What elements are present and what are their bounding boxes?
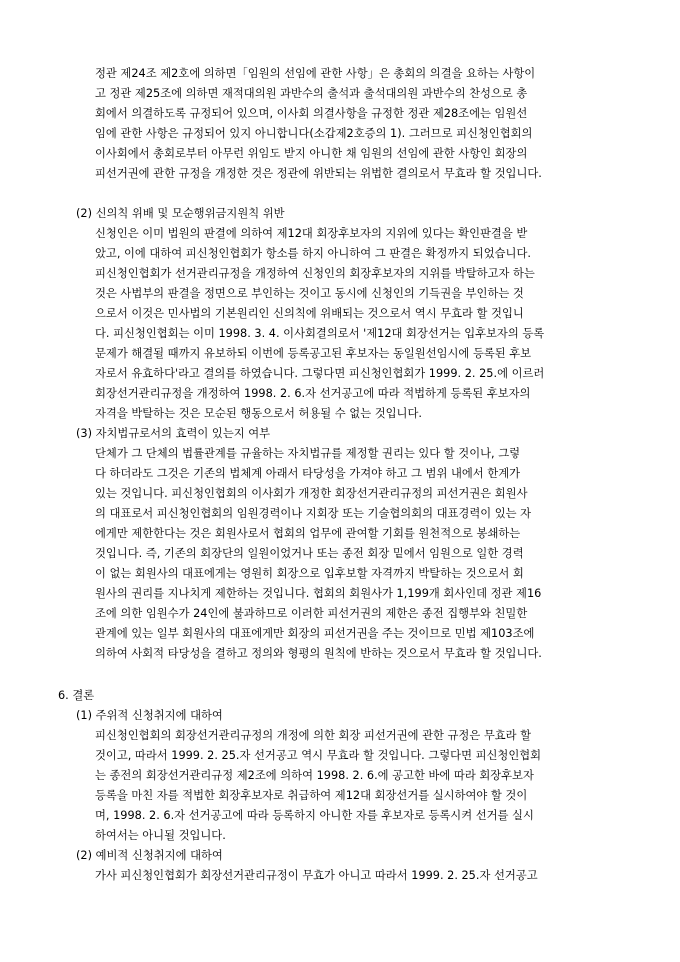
body-line: 신청인은 이미 법원의 판결에 의하여 제12대 회장후보자의 지위에 있다는 확인판결을 받 [95,227,528,240]
body-line: 자로서 유효하다'라고 결의를 하였습니다. 그렇다면 피신청인협회가 1999. 2. 25.에 이르러 [95,367,545,380]
body-line: 다 하더라도 그것은 기존의 법체계 아래서 타당성을 가져야 하고 그 범위 내에서 한계가 [95,467,521,480]
item2-heading: (2) 신의칙 위배 및 모순행위금지원칙 위반 [76,207,285,220]
body-line: 이사회에서 총회로부터 아무런 위임도 받지 아니한 채 임원의 선임에 관한 사항인 회장의 [95,147,528,160]
body-line: 하여서는 아니될 것입니다. [95,829,226,842]
body-line: 조에 의한 임원수가 24인에 불과하므로 이러한 피선거권의 제한은 종전 집행부와 친밀한 [95,607,528,620]
body-line: 것이고, 따라서 1999. 2. 25.자 선거공고 역시 무효라 할 것입니다. 그렇다면 피신청인협회 [95,749,542,762]
body-line: 피신청인협회의 회장선거관리규정의 개정에 의한 회장 피선거권에 관한 규정은 무효라 할 [95,729,532,742]
body-line: 있는 것입니다. 피신청인협회의 이사회가 개정한 회장선거관리규정의 피선거권은 회원사 [95,487,528,500]
body-line: 았고, 이에 대하여 피신청인협회가 항소를 하지 아니하여 그 판결은 확정까지 되었습니다. [95,247,531,260]
body-line: 피선거권에 관한 규정을 개정한 것은 정관에 위반되는 위법한 결의로서 무효라 할 것입니다. [95,167,542,180]
body-line: 의하여 사회적 타당성을 결하고 정의와 형평의 원칙에 반하는 것으로서 무효라 할 것입니다. [95,647,542,660]
sub1-heading: (1) 주위적 신청취지에 대하여 [76,709,223,722]
body-line: 며, 1998. 2. 6.자 선거공고에 따라 등록하지 아니한 자를 후보자로 등록시켜 선거를 실시 [95,809,534,822]
item3-heading: (3) 자치법규로서의 효력이 있는지 여부 [76,427,271,440]
body-line: 다. 피신청인협회는 이미 1998. 3. 4. 이사회결의로서 '제12대 회장선거는 입후보자의 등록 [95,327,545,340]
body-line: 원사의 권리를 지나치게 제한하는 것입니다. 협회의 회원사가 1,199개 회사인데 정관 제16 [95,587,542,600]
body-line: 임에 관한 사항은 규정되어 있지 아니합니다(소갑제2호증의 1). 그러므로 피신청인협회의 [95,127,533,140]
body-line: 의 대표로서 피신청인협회의 임원경력이나 지회장 또는 기술협의회의 대표경력이 있는 자 [95,507,532,520]
body-line: 이 없는 회원사의 대표에게는 영원히 회장으로 입후보할 자격까지 박탈하는 것으로서 회 [95,567,524,580]
section6-heading: 6. 결론 [58,689,95,702]
body-line: 는 종전의 회장선거관리규정 제2조에 의하여 1998. 2. 6.에 공고한 바에 따라 회장후보자 [95,769,534,782]
body-line: 고 정관 제25조에 의하면 재적대의원 과반수의 출석과 출석대의원 과반수의 찬성으로 총 [95,87,528,100]
body-line: 것입니다. 즉, 기존의 회장단의 일원이었거나 또는 종전 회장 밑에서 임원으로 일한 경력 [95,547,524,560]
sub2-heading: (2) 예비적 신청취지에 대하여 [76,849,223,862]
body-line: 등록을 마친 자를 적법한 회장후보자로 취급하여 제12대 회장선거를 실시하여야 할 것이 [95,789,528,802]
body-line: 정관 제24조 제2호에 의하면「임원의 선임에 관한 사항」은 총회의 의결을 요하는 사항이 [95,67,536,80]
body-line: 것은 사법부의 판결을 정면으로 부인하는 것이고 동시에 신청인의 기득권을 부인하는 것 [95,287,524,300]
body-line: 회장선거관리규정을 개정하여 1998. 2. 6.자 선거공고에 따라 적법하게 등록된 후보자의 [95,387,531,400]
body-line: 으로서 이것은 민사법의 기본원리인 신의칙에 위배되는 것으로서 역시 무효라 할 것입니 [95,307,524,320]
body-line: 회에서 의결하도록 규정되어 있으며, 이사회 의결사항을 규정한 정관 제28조에는 임원선 [95,107,528,120]
body-line: 에게만 제한한다는 것은 회원사로서 협회의 업무에 관여할 기회를 원천적으로 봉쇄하는 [95,527,521,540]
body-line: 자격을 박탈하는 것은 모순된 행동으로서 허용될 수 없는 것입니다. [95,407,422,420]
body-line: 단체가 그 단체의 법률관계를 규율하는 자치법규를 제정할 권리는 있다 할 것이나, 그렇 [95,447,521,460]
body-line: 문제가 해결될 때까지 유보하되 이번에 등록공고된 후보자는 동일원선임시에 등록된 후보 [95,347,532,360]
body-line: 관계에 있는 일부 회원사의 대표에게만 회장의 피선거권을 주는 것이므로 민법 제103조에 [95,627,535,640]
body-line: 피신청인협회가 선거관리규정을 개정하여 신청인의 회장후보자의 지위를 박탈하고자 하는 [95,267,535,280]
body-line: 가사 피신청인협회가 회장선거관리규정이 무효가 아니고 따라서 1999. 2. 25.자 선거공고 [95,869,538,882]
